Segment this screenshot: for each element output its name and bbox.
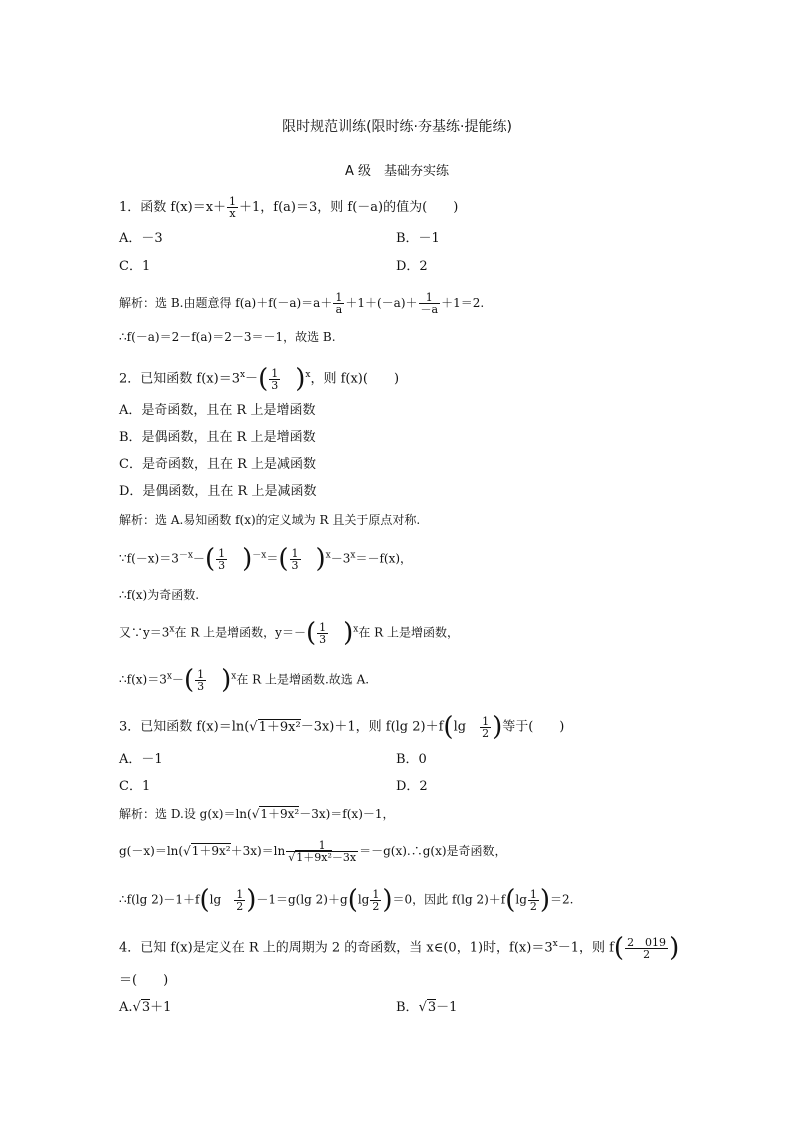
left-paren: ( — [613, 933, 625, 963]
q4-option-a: A.√3＋1 — [119, 1000, 172, 1015]
right-paren: ) — [343, 618, 354, 648]
q3-fraction — [234, 889, 245, 912]
q3-sol-part: －1＝g(lg 2)＋g — [256, 892, 348, 907]
sqrt-radicand: 1＋9x² — [260, 807, 300, 821]
left-paren: ( — [305, 618, 317, 648]
q3-sol-part: ∴f(lg 2)－1＋f — [119, 892, 200, 907]
q3-sol-part: －3x)＝f(x)－1， — [299, 807, 395, 821]
frac-denominator: 2 — [625, 948, 668, 960]
frac-numerator: 1 — [372, 887, 380, 901]
frac-denominator: 2 — [482, 726, 490, 740]
frac-numerator: 1 — [271, 366, 279, 380]
left-paren: ( — [505, 885, 516, 915]
q2-fraction — [317, 622, 328, 645]
q1-option-d: D．2 — [396, 259, 428, 274]
option-tail: －1 — [436, 1000, 458, 1015]
exponent: －x — [178, 550, 193, 561]
right-paren: ) — [669, 933, 680, 963]
q1-sol-fraction — [419, 292, 441, 315]
q1-sol-part: ＋1＋(－a)＋ — [345, 296, 418, 310]
q1-option-a: A．－3 — [119, 231, 163, 246]
left-paren: ( — [347, 885, 358, 915]
q3-solution-line-2: g(－x)＝ln(√1＋9x²＋3x)＝ln $\frac{1}{\text{√1＋9x²－3x}}$ ＝－g(x).∴g(x)是奇函数， — [119, 839, 507, 864]
sqrt-radicand: 1＋9x² — [258, 719, 301, 735]
q1-frac-denominator: x — [227, 207, 238, 219]
frac-denominator: 3 — [271, 378, 279, 392]
exponent: －x — [252, 550, 267, 561]
q1-stem-part: 1．函数 f(x)＝x＋ — [119, 200, 227, 215]
q2-fraction — [195, 669, 206, 692]
q2-sol-part: 在 R 上是增函数.故选 A. — [236, 672, 370, 687]
frac-numerator: 1 — [319, 620, 327, 634]
frac-denominator: －a — [420, 303, 439, 316]
right-paren: ) — [295, 364, 306, 394]
q2-fraction — [290, 548, 301, 571]
q3-sol-part: 解析：选 D.设 g(x)＝ln( — [119, 807, 252, 821]
right-paren: ) — [539, 885, 551, 915]
question-3-stem: 3．已知函数 f(x)＝ln(√1＋9x²－3x)＋1，则 f(lg 2)＋f(lg $\frac{1}{2}$ )等于( ) — [119, 712, 565, 742]
left-paren: ( — [443, 712, 454, 742]
q3-option-b: B．0 — [396, 752, 427, 767]
q1-solution-line-2: ∴f(－a)＝2－f(a)＝2－3＝－1，故选 B. — [119, 330, 336, 344]
left-paren: ( — [278, 544, 289, 574]
q3-sol-part: lg — [357, 892, 370, 907]
q2-solution-line-3: ∴f(x)为奇函数. — [119, 588, 200, 602]
frac-denominator: 2 — [372, 899, 380, 913]
q2-option-d: D．是偶函数，且在 R 上是减函数 — [119, 484, 317, 499]
exponent: x — [239, 370, 246, 381]
frac-numerator: 1 — [482, 714, 490, 728]
frac-denominator: 3 — [291, 558, 299, 572]
frac-numerator: 1 — [218, 546, 226, 560]
q1-option-b: B．－1 — [396, 231, 440, 246]
q4-fraction — [625, 937, 668, 960]
left-paren: ( — [258, 364, 269, 394]
exponent: x — [169, 624, 175, 635]
q2-solution-line-2 — [119, 546, 412, 572]
option-label: B． — [396, 1000, 419, 1015]
question-1-stem — [119, 196, 458, 219]
right-paren: ) — [246, 885, 257, 915]
q2-solution-line-4 — [119, 620, 459, 646]
q3-fraction — [480, 716, 491, 739]
q2-option-b: B．是偶函数，且在 R 上是增函数 — [119, 430, 316, 445]
q3-stem-part: 等于( ) — [502, 719, 565, 735]
exponent: x — [166, 671, 172, 682]
frac-numerator: 1 — [291, 546, 299, 560]
frac-numerator: 1 — [335, 291, 343, 304]
q3-sol-part: lg — [515, 892, 527, 907]
option-label: A. — [119, 1000, 133, 1015]
exponent: x — [353, 624, 359, 635]
frac-numerator: 2 019 — [627, 935, 667, 949]
q4-option-b: B．√3－1 — [396, 1000, 458, 1015]
exponent: x — [231, 671, 237, 682]
frac-denominator: 3 — [197, 679, 205, 693]
q2-solution-line-1: 解析：选 A.易知函数 f(x)的定义域为 R 且关于原点对称. — [119, 513, 421, 527]
q3-fraction — [528, 889, 539, 912]
left-paren: ( — [183, 665, 195, 695]
q1-sol-part: ＋1＝2. — [441, 296, 485, 310]
left-paren: ( — [204, 544, 216, 574]
q2-sol-part: ＝ — [266, 551, 279, 566]
right-paren: ) — [242, 544, 253, 574]
frac-numerator: 1 — [197, 667, 205, 681]
q3-option-d: D．2 — [396, 779, 428, 794]
q3-fraction — [286, 840, 358, 863]
q3-sol-part: ＝－g(x).∴g(x)是奇函数， — [359, 844, 507, 858]
q2-sol-part: ∴f(x)＝3 — [119, 672, 167, 687]
q3-stem-part: 3．已知函数 f(x)＝ln( — [119, 719, 250, 735]
frac-denominator: 2 — [529, 899, 537, 913]
q3-stem-part: lg — [453, 719, 480, 735]
q2-sol-part: － — [192, 551, 205, 566]
q2-sol-part: ＝－f(x)， — [355, 551, 413, 566]
q1-sol-fraction — [333, 292, 344, 315]
option-tail: ＋1 — [150, 1000, 172, 1015]
sqrt-radicand: 1＋9x² — [191, 844, 231, 858]
sqrt-radicand: 3 — [141, 1000, 151, 1015]
q3-sol-part: ＝2. — [550, 892, 574, 907]
frac-denominator: 3 — [218, 558, 226, 572]
q2-stem-part: 2．已知函数 f(x)＝3 — [119, 371, 240, 387]
q2-stem-part: ，则 f(x)( ) — [310, 371, 400, 387]
section-level-heading: A 级 基础夯实练 — [344, 164, 450, 179]
q2-option-a: A．是奇函数，且在 R 上是增函数 — [119, 403, 316, 418]
q2-stem-part: － — [245, 371, 259, 387]
q1-fraction — [227, 196, 238, 219]
q1-solution-line-1 — [119, 292, 484, 315]
right-paren: ) — [382, 885, 393, 915]
q2-solution-line-5 — [119, 667, 369, 693]
question-2-stem — [119, 366, 399, 392]
q2-sol-part: －3 — [330, 551, 351, 566]
q1-stem-part: ＋1，f(a)＝3，则 f(－a)的值为( ) — [239, 200, 459, 215]
q2-sol-part: 在 R 上是增函数，y＝－ — [174, 625, 306, 640]
q2-sol-part: － — [171, 672, 184, 687]
left-paren: ( — [199, 885, 210, 915]
frac-numerator: 1 — [318, 839, 326, 852]
question-4-stem — [119, 935, 679, 961]
exponent: x — [350, 550, 356, 561]
q3-option-a: A．－1 — [119, 752, 163, 767]
exponent: x — [552, 939, 558, 950]
right-paren: ) — [492, 712, 503, 742]
q3-stem-part: －3x)＋1，则 f(lg 2)＋f — [300, 719, 444, 735]
q4-stem-part: －1，则 f — [557, 940, 614, 956]
q3-fraction — [370, 889, 381, 912]
q1-sol-part: 解析：选 B.由题意得 f(a)＋f(－a)＝a＋ — [119, 296, 333, 310]
q3-solution-line-3 — [119, 887, 574, 913]
q3-solution-line-1: 解析：选 D.设 g(x)＝ln(√1＋9x²－3x)＝f(x)－1， — [119, 807, 395, 821]
q4-stem-part: 4．已知 f(x)是定义在 R 上的周期为 2 的奇函数，当 x∈(0，1)时，f(x)＝3 — [119, 940, 553, 956]
q2-fraction — [269, 368, 280, 391]
q2-fraction — [216, 548, 227, 571]
q3-sol-part: lg — [209, 892, 234, 907]
q2-sol-part: 又∵y＝3 — [119, 625, 170, 640]
q2-option-c: C．是奇函数，且在 R 上是减函数 — [119, 457, 316, 472]
q3-sol-part: ＋3x)＝ln — [230, 844, 286, 858]
exponent: x — [325, 550, 331, 561]
frac-numerator: 1 — [236, 887, 244, 901]
frac-denominator: 3 — [319, 632, 327, 646]
right-paren: ) — [315, 544, 326, 574]
page-title: 限时规范训练(限时练·夯基练·提能练) — [282, 119, 512, 135]
right-paren: ) — [221, 665, 232, 695]
q1-option-c: C．1 — [119, 259, 151, 274]
denominator-tail: －3x — [331, 851, 357, 864]
sqrt-radicand: 1＋9x² — [296, 851, 332, 864]
q2-sol-part: ∵f(－x)＝3 — [119, 551, 179, 566]
frac-numerator: 1 — [425, 291, 433, 304]
frac-denominator: a — [333, 303, 344, 315]
q3-sol-part: ＝0，因此 f(lg 2)＋f — [392, 892, 506, 907]
q3-sol-part: g(－x)＝ln( — [119, 844, 184, 858]
frac-denominator: 2 — [236, 899, 244, 913]
sqrt-radicand: 3 — [427, 1000, 437, 1015]
q1-frac-numerator: 1 — [229, 195, 237, 208]
question-4-stem-line-2: ＝( ) — [119, 973, 169, 988]
q2-sol-part: 在 R 上是增函数， — [358, 625, 460, 640]
exponent: x — [305, 370, 311, 381]
frac-denominator: √1＋9x²－3x — [288, 851, 357, 864]
frac-numerator: 1 — [529, 887, 537, 901]
q3-option-c: C．1 — [119, 779, 151, 794]
